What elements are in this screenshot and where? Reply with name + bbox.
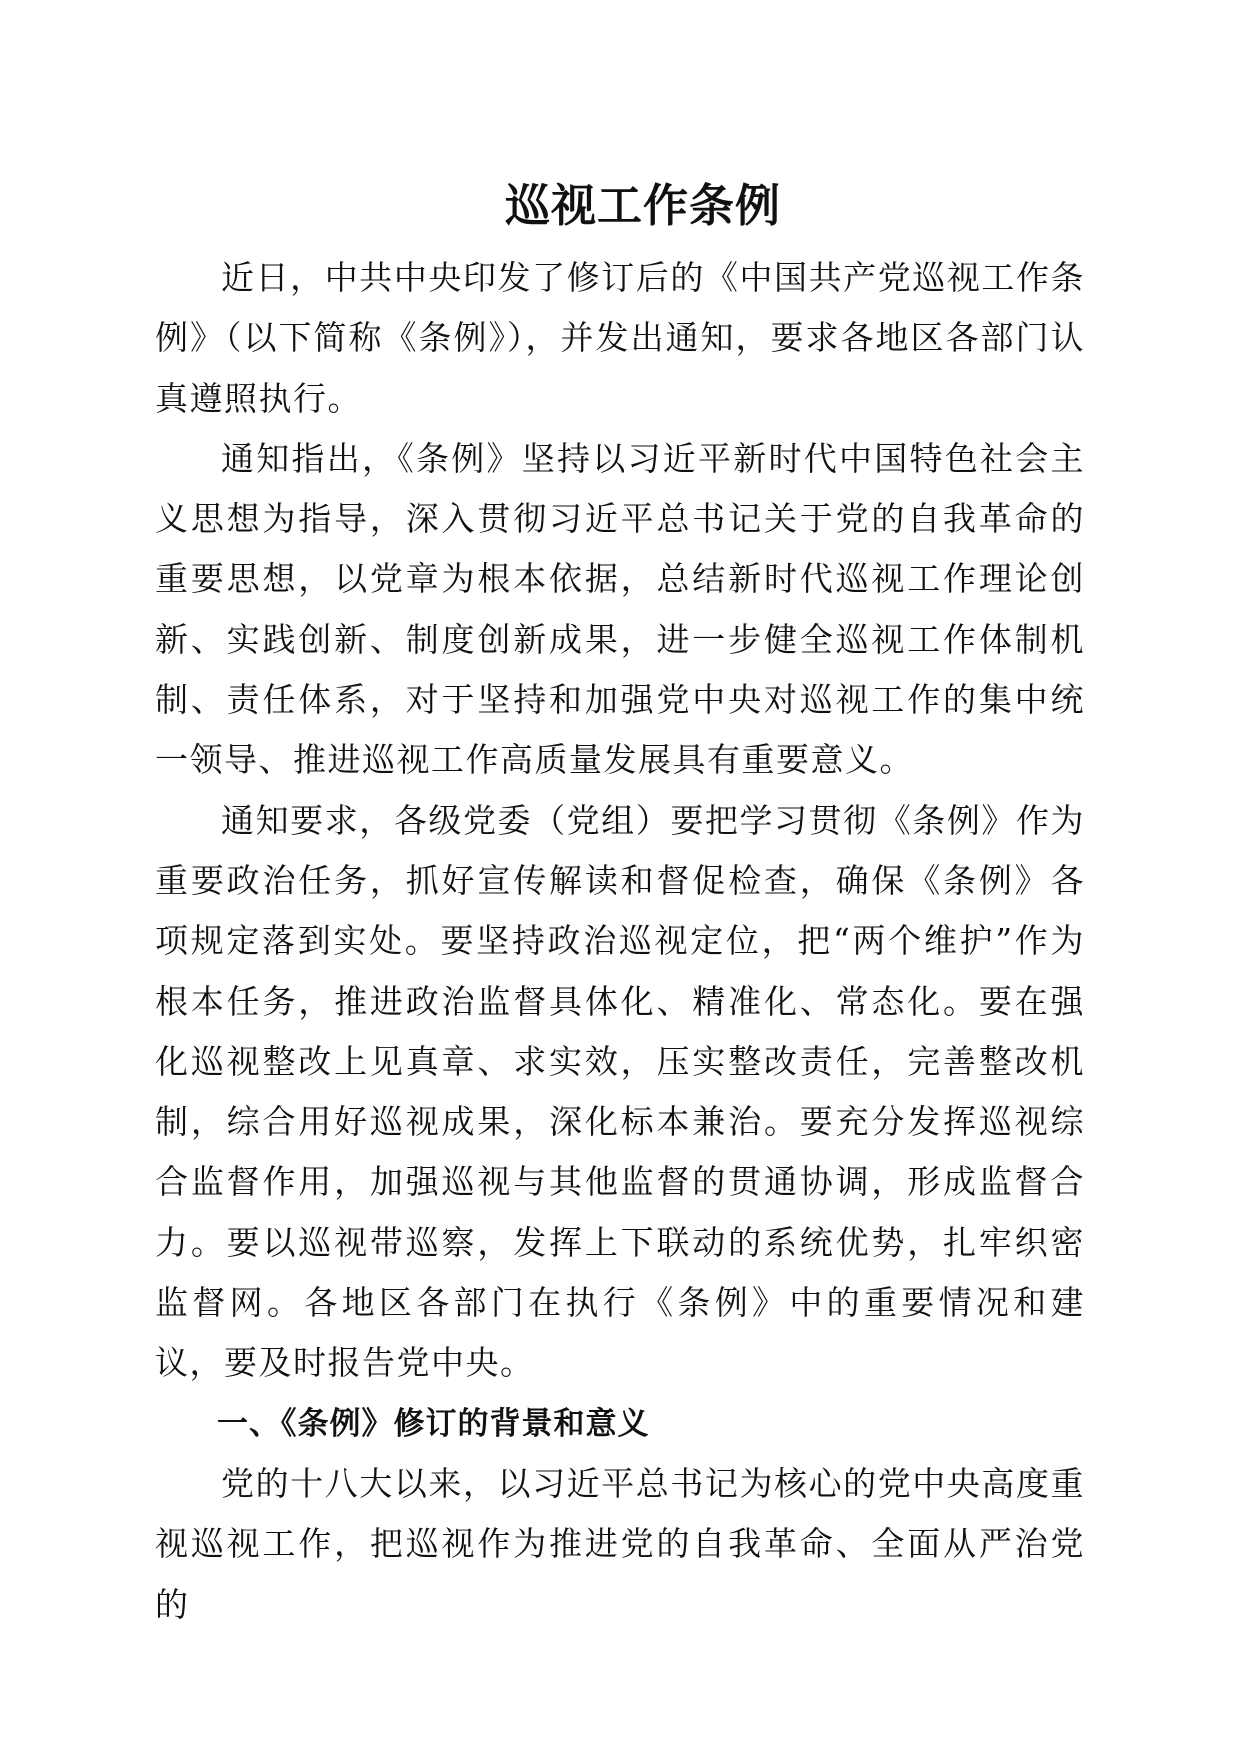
paragraph-notice-requirements: 通知要求，各级党委（党组）要把学习贯彻《条例》作为重要政治任务，抓好宣传解读和督促检查，确保《条例》各项规定落到实处。要坚持政治巡视定位，把“两个维护”作为根本任务，推进政治监督具体化、精准化、常态化。要在强化巡视整改上见真章、求实效，压实整改责任，完善整改机制，综合用好巡视成果，深化标本兼治。要充分发挥巡视综合监督作用，加强巡视与其他监督的贯通协调，形成监督合力。要以巡视带巡察，发挥上下联动的系统优势，扎牢织密监督网。各地区各部门在执行《条例》中的重要情况和建议，要及时报告党中央。 (155, 800, 1085, 1383)
paragraph-background: 党的十八大以来，以习近平总书记为核心的党中央高度重视巡视工作，把巡视作为推进党的自我革命、全面从严治党的 (155, 1463, 1085, 1624)
document-title: 巡视工作条例 (504, 179, 781, 232)
paragraph-intro: 近日，中共中央印发了修订后的《中国共产党巡视工作条例》（以下简称《条例》），并发出通知，要求各地区各部门认真遵照执行。 (155, 258, 1085, 418)
section-heading-background: 一、《条例》修订的背景和意义 (217, 1405, 650, 1442)
paragraph-notice-points: 通知指出，《条例》坚持以习近平新时代中国特色社会主义思想为指导，深入贯彻习近平总书记关于党的自我革命的重要思想，以党章为根本依据，总结新时代巡视工作理论创新、实践创新、制度创新成果，进一步健全巡视工作体制机制、责任体系，对于坚持和加强党中央对巡视工作的集中统一领导、推进巡视工作高质量发展具有重要意义。 (155, 438, 1085, 780)
document-body (155, 248, 1085, 1635)
